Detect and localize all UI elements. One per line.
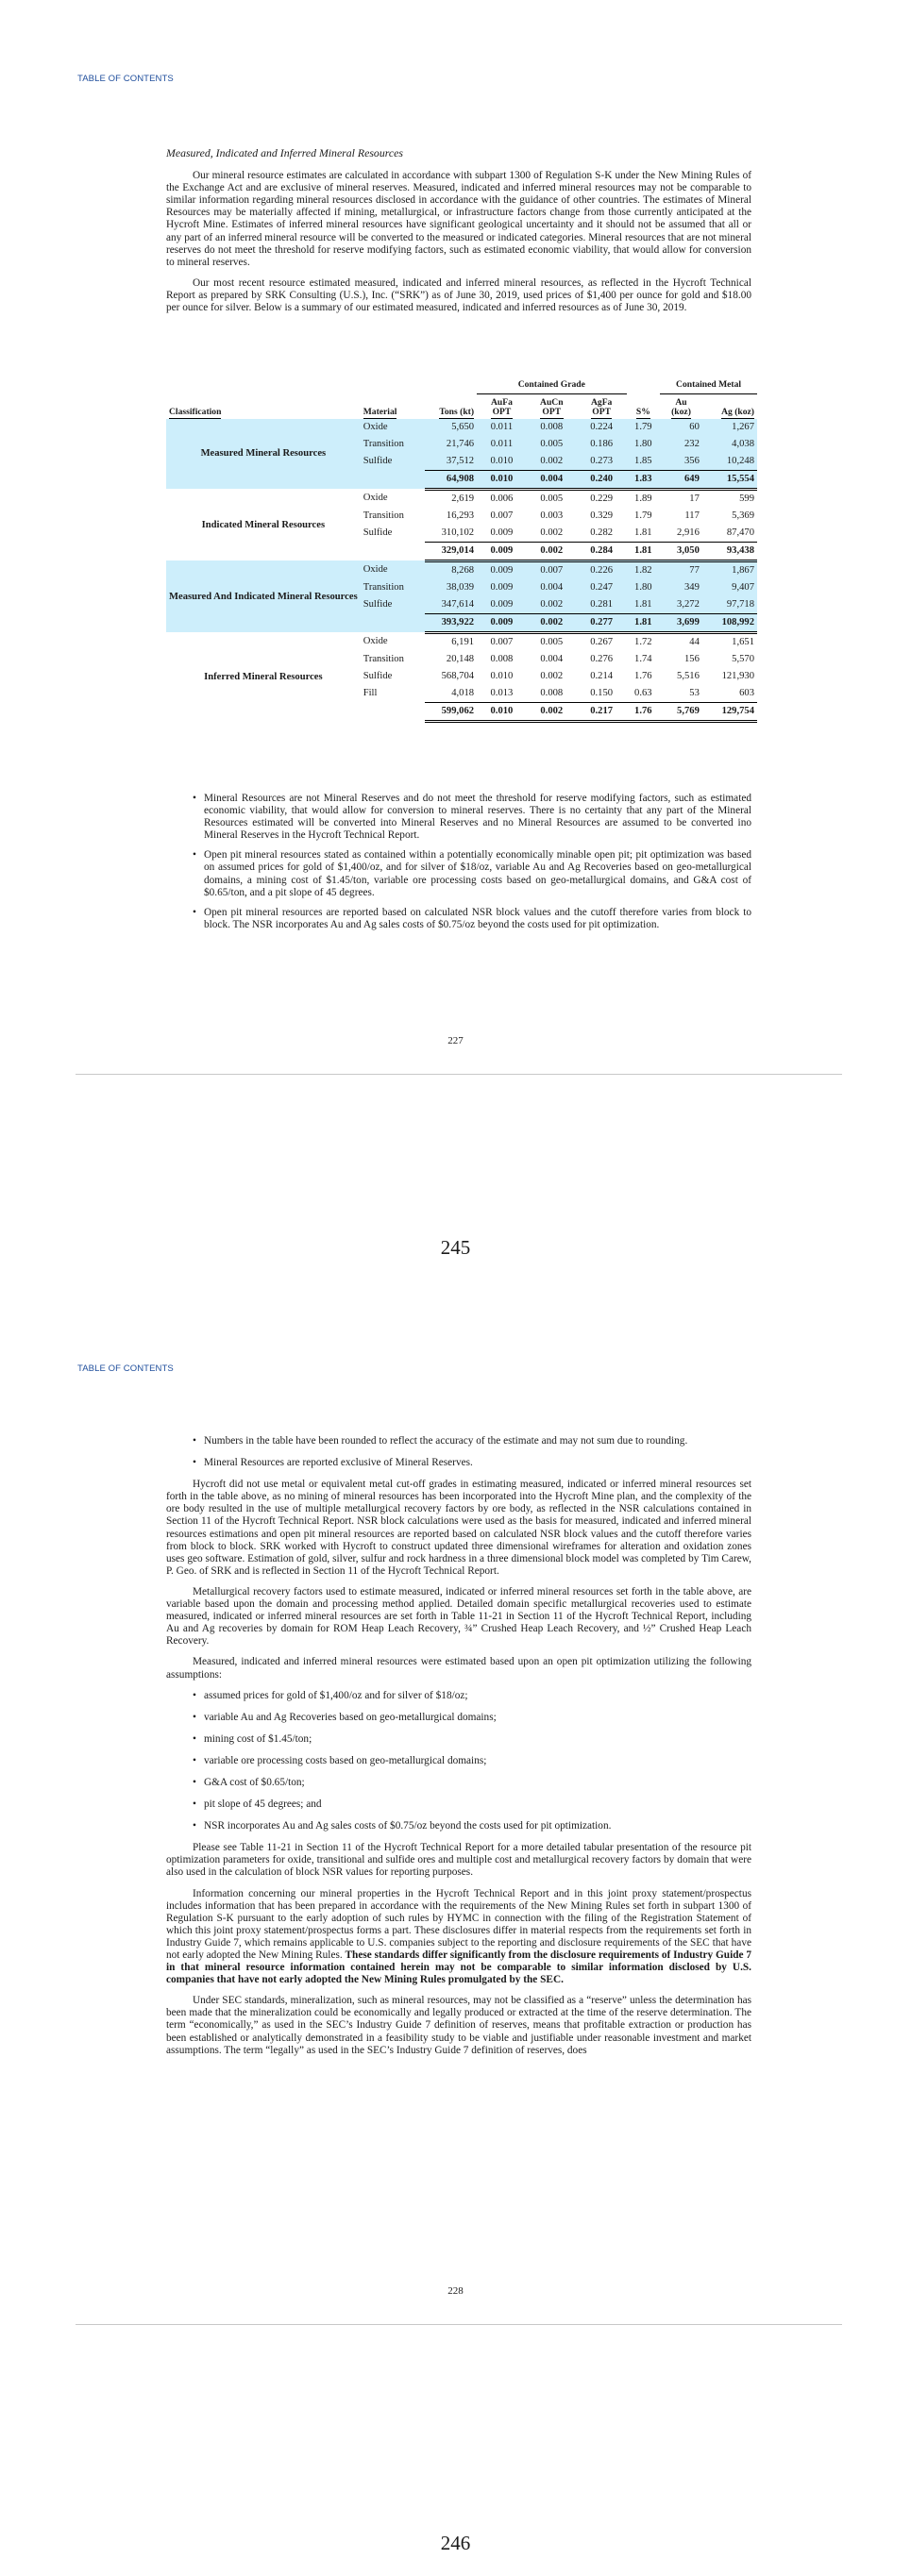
total-cell: 108,992 — [702, 613, 757, 632]
list-item: • Mineral Resources are not Mineral Reserves and do not meet the threshold for reserve modifying factors, such as estimated economic viability, that would allow for conversion to mineral reserves. There is no certainty that any part of the Mineral Resources estimated will be converted into Mineral Reserves and no Mineral Resources are assumed to be converted ino Mineral Reserves in the Hycroft Technical Report. — [166, 793, 751, 842]
value-cell: 0.002 — [540, 671, 564, 681]
value-cell: 8,268 — [425, 560, 477, 579]
section-heading: Measured, Indicated and Inferred Mineral Resources — [166, 146, 403, 159]
value-cell: 0.247 — [577, 579, 627, 596]
value-cell: 349 — [660, 579, 702, 596]
value-cell: 2,619 — [451, 493, 475, 504]
value-cell: 0.281 — [577, 596, 627, 614]
value-cell: 568,704 — [441, 671, 475, 681]
value-cell: 1.80 — [627, 436, 661, 453]
value-cell: 1.80 — [627, 579, 661, 596]
col-material: Material — [363, 406, 397, 417]
material-cell: Oxide — [363, 636, 388, 647]
value-cell: 0.276 — [590, 654, 614, 664]
total-cell: 5,769 — [660, 702, 702, 721]
value-cell: 0.267 — [590, 637, 614, 647]
paragraph: Hycroft did not use metal or equivalent metal cut-off grades in estimating measured, indicated or inferred mineral resources set forth in the table above, as no mining of mineral resources has been incorporated into the Hycroft Mine plan, and the complexity of the ore body resulted in the use of multiple metallurgical recovery factors by ore body, as reflected in the NSR calculations contained in Section 11 of the Hycroft Technical Report. NSR block calculations were used as the basis for measured, indicated and inferred mineral resources estimations and open pit mineral resources are reported based on calculated NSR block values and the cutoff therefore varies from block to block. SRK worked with Hycroft to construct updated three dimensional wireframes for alteration and oxidation zones uses geo software. Estimation of gold, silver, sulfur and rock hardness in a three dimensional block model was completed by Tim Carew, P. Geo. of SRK and is reflected in Section 11 of the Hycroft Technical Report. — [166, 1479, 751, 1577]
value-cell: 1.85 — [627, 453, 661, 471]
value-cell: 6,191 — [451, 637, 475, 647]
total-cell: 0.009 — [477, 542, 527, 560]
total-cell: 393,922 — [425, 613, 477, 632]
value-cell: 156 — [684, 654, 700, 664]
assumptions-list — [166, 1690, 751, 1833]
value-cell: 0.007 — [490, 637, 514, 647]
table-group-header-row — [166, 376, 757, 394]
value-cell: 77 — [660, 560, 702, 579]
total-cell: 1.81 — [627, 613, 661, 632]
table-row — [166, 632, 757, 651]
material-cell: Sulfide — [361, 453, 425, 471]
value-cell: 0.282 — [577, 525, 627, 543]
value-cell: 60 — [660, 419, 702, 436]
value-cell: 4,038 — [702, 436, 757, 453]
value-cell: 0.007 — [490, 510, 514, 521]
page2-body — [166, 1435, 751, 2066]
sequence-page-number: 245 — [440, 1236, 471, 1259]
paragraph: Information concerning our mineral properties in the Hycroft Technical Report and in this joint proxy statement/prospectus includes information that has been prepared in accordance with the requirements of the New Mining Rules set forth in subpart 1300 of Regulation S-K pursuant to the early adoption of such rules by HYMC in connection with the filing of the Registration Statement of which this joint proxy statement/prospectus forms a part. These disclosures differ in material respects from the requirements set forth in Industry Guide 7, which remains applicable to U.S. companies subject to the reporting and disclosure requirements of the SEC that have not early adopted the New Mining Rules. These standards differ significantly from the disclosure requirements of Industry Guide 7 in that mineral resource information contained herein may not be comparable to similar information disclosed by U.S. companies that have not early adopted the New Mining Rules promulgated by the SEC. — [166, 1887, 751, 1986]
value-cell: 0.226 — [577, 560, 627, 579]
value-cell: 1.74 — [634, 654, 652, 664]
value-cell: 0.63 — [627, 685, 661, 703]
value-cell: 0.224 — [577, 419, 627, 436]
value-cell: 0.005 — [527, 436, 577, 453]
value-cell: 0.002 — [527, 596, 577, 614]
paragraph: Under SEC standards, mineralization, such as mineral resources, may not be classified as a “reserve” unless the determination has been made that the mineralization could be economically and legally produced or extracted at the time of the reserve determination. The term “economically,” as used in the SEC’s Industry Guide 7 definition of reserves, means that profitable extraction or production has been established or analytically demonstrated in a feasibility study to be viable and justifiable under reasonable investment and market assumptions. The term “legally” as used in the SEC’s Industry Guide 7 definition of reserves, does — [166, 1995, 751, 2056]
contained-grade-header: Contained Grade — [477, 376, 627, 394]
total-cell: 0.002 — [527, 542, 577, 560]
value-cell: 1.89 — [634, 493, 652, 504]
page-divider — [76, 2324, 842, 2325]
footnote-list — [166, 1435, 751, 1469]
value-cell: 1.81 — [627, 525, 661, 543]
total-cell: 0.002 — [527, 613, 577, 632]
value-cell: 0.002 — [527, 453, 577, 471]
total-cell: 329,014 — [425, 542, 477, 560]
value-cell: 10,248 — [702, 453, 757, 471]
value-cell: 20,148 — [446, 654, 475, 664]
value-cell: 310,102 — [425, 525, 477, 543]
material-cell: Sulfide — [363, 527, 393, 539]
value-cell: 0.008 — [527, 419, 577, 436]
total-cell: 15,554 — [702, 470, 757, 489]
value-cell: 599 — [739, 493, 754, 504]
value-cell: 1.79 — [634, 510, 652, 521]
list-item: • assumed prices for gold of $1,400/oz and for silver of $18/oz; — [166, 1690, 751, 1702]
col-au-koz: Au (koz) — [671, 396, 691, 417]
total-cell: 129,754 — [702, 702, 757, 721]
material-cell: Oxide — [363, 493, 388, 504]
total-cell: 0.010 — [477, 702, 527, 721]
list-item: • variable ore processing costs based on geo-metallurgical domains; — [166, 1755, 751, 1767]
classification-label: Measured And Indicated Mineral Resources — [166, 560, 361, 632]
col-sulfur: S% — [635, 406, 650, 417]
value-cell: 1.79 — [627, 419, 661, 436]
value-cell: 0.011 — [477, 419, 527, 436]
value-cell: 0.010 — [490, 671, 514, 681]
material-cell: Oxide — [361, 560, 425, 579]
value-cell: 0.013 — [477, 685, 527, 703]
total-cell: 0.277 — [577, 613, 627, 632]
total-cell: 0.009 — [477, 613, 527, 632]
value-cell: 1.82 — [627, 560, 661, 579]
value-cell: 1,651 — [732, 637, 754, 647]
paragraph: Please see Table 11-21 in Section 11 of the Hycroft Technical Report for a more detailed tabular presentation of the resource pit optimization parameters for oxide, transitional and sulfide ores and multiple cost and metallurgical recovery factors by domain that were also used in the calculation of block NSR values for reporting purposes. — [166, 1842, 751, 1879]
value-cell: 356 — [660, 453, 702, 471]
value-cell: 1.81 — [627, 596, 661, 614]
value-cell: 5,516 — [677, 671, 700, 681]
value-cell: 0.009 — [477, 596, 527, 614]
value-cell: 5,369 — [732, 510, 754, 521]
value-cell: 44 — [689, 637, 700, 647]
table-row — [166, 560, 757, 579]
value-cell: 347,614 — [425, 596, 477, 614]
list-item: • G&A cost of $0.65/ton; — [166, 1777, 751, 1789]
total-cell: 93,438 — [702, 542, 757, 560]
classification-label: Measured Mineral Resources — [166, 419, 361, 490]
value-cell: 0.329 — [590, 510, 614, 521]
total-cell: 1.83 — [627, 470, 661, 489]
value-cell: 0.002 — [527, 525, 577, 543]
footnote-list — [166, 793, 751, 931]
value-cell: 0.150 — [577, 685, 627, 703]
total-cell: 1.81 — [627, 542, 661, 560]
list-item: • NSR incorporates Au and Ag sales costs of $0.75/oz beyond the costs used for pit optimization. — [166, 1820, 751, 1832]
value-cell: 0.008 — [527, 685, 577, 703]
value-cell: 0.214 — [590, 671, 614, 681]
page-divider — [76, 1074, 842, 1075]
list-item: • pit slope of 45 degrees; and — [166, 1798, 751, 1811]
value-cell: 17 — [689, 493, 700, 504]
value-cell: 603 — [702, 685, 757, 703]
value-cell: 5,570 — [732, 654, 754, 664]
value-cell: 117 — [684, 510, 700, 521]
total-cell: 3,699 — [660, 613, 702, 632]
page1-body — [166, 147, 751, 323]
value-cell: 53 — [660, 685, 702, 703]
contained-metal-header: Contained Metal — [660, 376, 757, 394]
value-cell: 0.008 — [490, 654, 514, 664]
paragraph: Measured, indicated and inferred mineral resources were estimated based upon an open pit optimization utilizing the following assumptions: — [166, 1656, 751, 1681]
total-cell: 0.217 — [577, 702, 627, 721]
classification-label: Inferred Mineral Resources — [204, 671, 323, 682]
value-cell: 1.72 — [634, 637, 652, 647]
material-cell: Oxide — [361, 419, 425, 436]
material-cell: Sulfide — [363, 671, 393, 681]
value-cell: 0.229 — [590, 493, 614, 504]
list-item: • Mineral Resources are reported exclusive of Mineral Reserves. — [166, 1457, 751, 1469]
value-cell: 0.005 — [540, 493, 564, 504]
col-classification: Classification — [169, 406, 222, 417]
table-row — [166, 489, 757, 508]
value-cell: 0.006 — [490, 493, 514, 504]
total-cell: 0.002 — [527, 702, 577, 721]
value-cell: 0.010 — [477, 453, 527, 471]
material-cell: Transition — [363, 654, 404, 664]
col-ag-koz: Ag (koz) — [721, 406, 754, 417]
value-cell: 0.005 — [540, 637, 564, 647]
value-cell: 1,867 — [702, 560, 757, 579]
value-cell: 16,293 — [446, 510, 475, 521]
material-cell: Transition — [361, 436, 425, 453]
total-cell: 0.240 — [577, 470, 627, 489]
page-number: 228 — [447, 2285, 464, 2297]
table-of-contents-link[interactable]: TABLE OF CONTENTS — [77, 74, 174, 84]
material-cell: Transition — [361, 579, 425, 596]
value-cell: 0.273 — [577, 453, 627, 471]
value-cell: 0.007 — [527, 560, 577, 579]
value-cell: 97,718 — [702, 596, 757, 614]
table-row — [166, 419, 757, 436]
value-cell: 1.76 — [634, 671, 652, 681]
table-of-contents-link[interactable]: TABLE OF CONTENTS — [77, 1363, 174, 1374]
value-cell: 0.009 — [477, 560, 527, 579]
col-tons: Tons (kt) — [439, 406, 475, 417]
value-cell: 38,039 — [425, 579, 477, 596]
total-cell: 649 — [660, 470, 702, 489]
value-cell: 121,930 — [721, 671, 754, 681]
material-cell: Transition — [363, 510, 404, 521]
value-cell: 37,512 — [425, 453, 477, 471]
mineral-resources-table — [166, 376, 757, 723]
col-aucn: AuCn OPT — [540, 396, 564, 417]
paragraph: Our most recent resource estimated measured, indicated and inferred mineral resources, as reflected in the Hycroft Technical Report as prepared by SRK Consulting (U.S.), Inc. (“SRK”) as of June 30, 2019, used prices of $1,400 per ounce for gold and $18.00 per ounce for silver. Below is a summary of our estimated measured, indicated and inferred resources as of June 30, 2019. — [166, 276, 751, 314]
total-cell: 1.76 — [627, 702, 661, 721]
value-cell: 2,916 — [660, 525, 702, 543]
material-cell: Sulfide — [361, 596, 425, 614]
list-item: • Numbers in the table have been rounded to reflect the accuracy of the estimate and may not sum due to rounding. — [166, 1435, 751, 1447]
classification-label: Indicated Mineral Resources — [201, 519, 326, 530]
total-cell: 0.284 — [577, 542, 627, 560]
value-cell: 0.004 — [527, 579, 577, 596]
total-cell: 64,908 — [425, 470, 477, 489]
paragraph: Our mineral resource estimates are calculated in accordance with subpart 1300 of Regulation S-K under the New Mining Rules of the Exchange Act and are exclusive of mineral reserves. Measured, indicated and inferred mineral resources may not be comparable to similar information regarding mineral resources disclosed in accordance with the guidance of other countries. The estimates of Mineral Resources may be materially affected if mining, metallurgical, or infrastructure factors change from those currently anticipated at the Hycroft Mine. Estimates of inferred mineral resources have significant geological uncertainty and it should not be assumed that all or any part of an inferred mineral resource will be converted to the measured or indicated categories. Mineral resources that are not mineral reserves do not meet the threshold for reserve modifying factors, such as estimated economic viability, that would allow for conversion to mineral reserves. — [166, 170, 751, 268]
value-cell: 87,470 — [702, 525, 757, 543]
value-cell: 5,650 — [425, 419, 477, 436]
total-cell: 0.004 — [527, 470, 577, 489]
value-cell: 0.009 — [477, 579, 527, 596]
list-item: • mining cost of $1.45/ton; — [166, 1733, 751, 1746]
total-cell: 3,050 — [660, 542, 702, 560]
value-cell: 0.186 — [577, 436, 627, 453]
value-cell: 0.011 — [477, 436, 527, 453]
sequence-page-number: 246 — [440, 2532, 471, 2554]
bold-disclaimer: These standards differ significantly from the disclosure requirements of Industry Guide 7 in that mineral resource information contained herein may not be comparable to similar information disclosed by U.S. companies that have not early adopted the New Mining Rules promulgated by the SEC. — [166, 1949, 751, 1986]
col-agfa: AgFa OPT — [590, 396, 613, 417]
list-item: • variable Au and Ag Recoveries based on geo-metallurgical domains; — [166, 1712, 751, 1724]
list-item: • Open pit mineral resources stated as contained within a potentially economically minable open pit; pit optimization was based on assumed prices for gold of $1,400/oz, and for silver of $18/oz, variable Au and Ag Recoveries based on geo-metallurgical domains, a mining cost of $1.45/ton, variable ore processing costs based on geo-metallurgical domains, and G&A cost of $0.65/ton, and a pit slope of 45 degrees. — [166, 849, 751, 898]
page1-notes — [166, 793, 751, 939]
value-cell: 0.003 — [540, 510, 564, 521]
value-cell: 4,018 — [425, 685, 477, 703]
value-cell: 0.009 — [477, 525, 527, 543]
value-cell: 1,267 — [702, 419, 757, 436]
value-cell: 0.004 — [540, 654, 564, 664]
value-cell: 232 — [660, 436, 702, 453]
material-cell: Fill — [363, 688, 378, 699]
table-column-header-row — [166, 394, 757, 419]
total-cell: 599,062 — [425, 702, 477, 721]
paragraph: Metallurgical recovery factors used to estimate measured, indicated or inferred mineral resources set forth in the table above, are variable based upon the domain and processing method applied. Detailed domain specific metallurgical recoveries used to estimate measured, indicated or inferred mineral resources are set forth in Table 11-21 in Section 11 of the Hycroft Technical Report, including Au and Ag recoveries by domain for ROM Heap Leach Recovery, ¾” Crushed Heap Leach Recovery, and ½” Crushed Heap Leach Recovery. — [166, 1585, 751, 1648]
value-cell: 9,407 — [702, 579, 757, 596]
col-aufa: AuFa OPT — [490, 396, 513, 417]
page-number: 227 — [447, 1035, 464, 1046]
list-item: • Open pit mineral resources are reported based on calculated NSR block values and the cutoff therefore varies from block to block. The NSR incorporates Au and Ag sales costs of $0.75/oz beyond the costs used for pit optimization. — [166, 907, 751, 931]
total-cell: 0.010 — [477, 470, 527, 489]
value-cell: 3,272 — [660, 596, 702, 614]
value-cell: 21,746 — [425, 436, 477, 453]
